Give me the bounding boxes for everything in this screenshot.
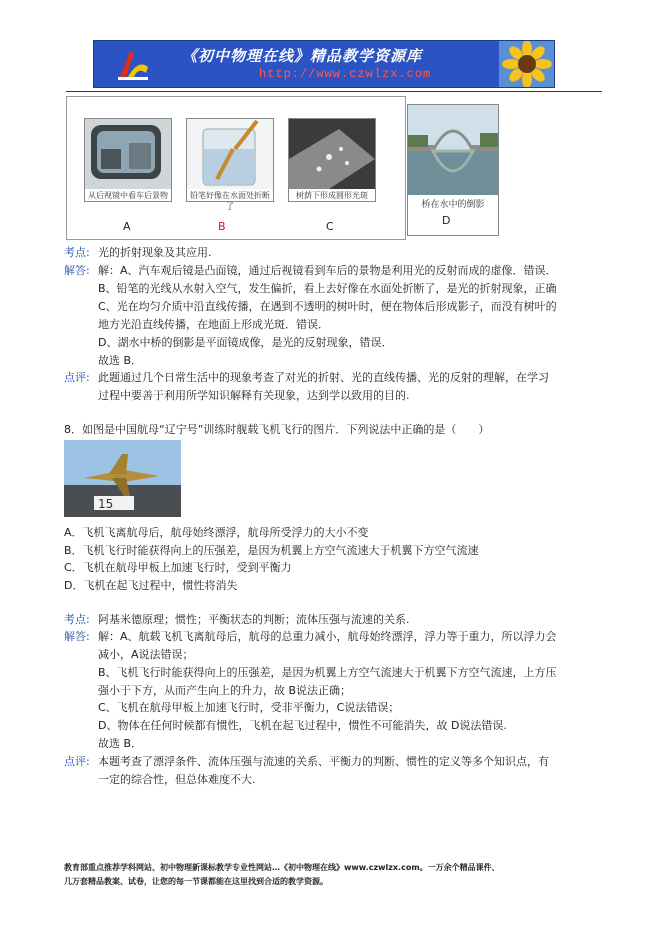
q7-jd-line: 解：A、汽车观后镜是凸面镜，通过后视镜看到车后的景物是利用光的反射而成的虚像．错误． [98,264,557,277]
letter-b: B [218,220,226,233]
banner-url[interactable]: http://www.czwlzx.com [259,67,432,81]
sunflower-icon [499,40,555,88]
letter-c: C [326,220,334,233]
q7-jd-line: 地方光沿直线传播，在地面上形成光斑．错误． [98,318,329,331]
rearview-mirror-icon [85,119,171,189]
q8-option-b: B．飞机飞行时能获得向上的压强差，是因为机翼上方空气流速大于机翼下方空气流速 [64,544,479,557]
footer-line-1: 教育部重点推荐学科网站、初中物理新课标教学专业性网站…《初中物理在线》www.czwlzx.com。一万余个精品课件、 [64,863,500,872]
q7-jd-label: 解答: [64,264,90,277]
q7-kd-text: 光的折射现象及其应用. [98,246,212,259]
bridge-reflection-icon [408,105,498,195]
q7-kd-label: 考点: [64,246,90,259]
q8-jd-line: 故选 B． [98,737,143,750]
q8-jd-label: 解答: [64,630,90,643]
q7-dp-line: 过程中要善于利用所学知识解释有关现象，达到学以致用的目的. [98,389,410,402]
header-banner [93,40,555,88]
pencil-in-water-icon [187,119,273,189]
site-logo-icon [114,45,152,83]
caption-d: 桥在水中的倒影 [421,200,485,210]
q8-option-d: D．飞机在起飞过程中，惯性将消失 [64,579,238,592]
figure-d [407,104,499,236]
q8-jd-line: B、飞机飞行时能获得向上的压强差，是因为机翼上方空气流速大于机翼下方空气流速，上方压 [98,666,557,679]
banner-title: 《初中物理在线》精品教学资源库 [182,47,423,65]
figure-a [84,118,172,202]
figure-b [186,118,274,211]
caption-a: 从后视镜中看车后景物 [88,191,168,200]
q7-dp-line: 此题通过几个日常生活中的现象考查了对光的折射、光的直线传播、光的反射的理解，在学习 [98,371,549,384]
letter-d: D [442,214,451,227]
q8-dp-label: 点评: [64,755,90,768]
q8-jd-line: 强小于下方，从而产生向上的升力，故 B说法正确； [98,684,352,697]
q8-jd-line: 解：A、航载飞机飞离航母后，航母的总重力减小，航母始终漂浮，浮力等于重力，所以浮力会 [98,630,557,643]
q7-jd-line: B、铅笔的光线从水射入空气，发生偏折，看上去好像在水面处折断了，是光的折射现象，正确 [98,282,557,295]
header-rule [66,91,602,92]
q7-dp-label: 点评: [64,371,90,384]
q8-kd-label: 考点: [64,613,90,626]
q7-jd-line: 故选 B． [98,354,143,367]
q8-option-a: A．飞机飞离航母后，航母始终漂浮，航母所受浮力的大小不变 [64,526,369,539]
carrier-jet-icon [64,440,181,517]
q8-jd-line: 减小，A说法错误； [98,648,194,661]
q8-figure [64,440,181,517]
q7-jd-line: C、光在均匀介质中沿直线传播，在遇到不透明的树叶时，便在物体后形成影子，而没有树叶的 [98,300,557,313]
tree-shadow-light-spots-icon [289,119,375,189]
q8-dp-line: 本题考查了漂浮条件、流体压强与流速的关系、平衡力的判断、惯性的定义等多个知识点，有 [98,755,549,768]
q8-jd-line: C、飞机在航母甲板上加速飞行时，受非平衡力，C说法错误； [98,701,400,714]
q7-jd-line: D、湖水中桥的倒影是平面镜成像，是光的反射现象，错误． [98,336,393,349]
q8-kd-text: 阿基米德原理；惯性；平衡状态的判断；流体压强与流速的关系. [98,613,410,626]
letter-a: A [123,220,131,233]
q8-jd-line: D、物体在任何时候都有惯性，飞机在起飞过程中，惯性不可能消失，故 D说法错误. [98,719,507,732]
svg-text:15: 15 [98,497,114,511]
caption-c: 树荫下形成圆形光斑 [296,191,368,200]
q8-dp-line: 一定的综合性，但总体难度不大. [98,773,256,786]
caption-b: 铅笔好像在水面处折断了 [190,191,270,211]
q8-stem: 8．如图是中国航母“辽宁号”训练时舰载飞机飞行的图片．下列说法中正确的是（ ） [64,423,490,436]
footer-line-2: 几万套精品教案、试卷，让您的每一节课都能在这里找到合适的教学资源。 [64,877,328,886]
q8-option-c: C．飞机在航母甲板上加速飞行时，受到平衡力 [64,561,292,574]
figure-c [288,118,376,202]
